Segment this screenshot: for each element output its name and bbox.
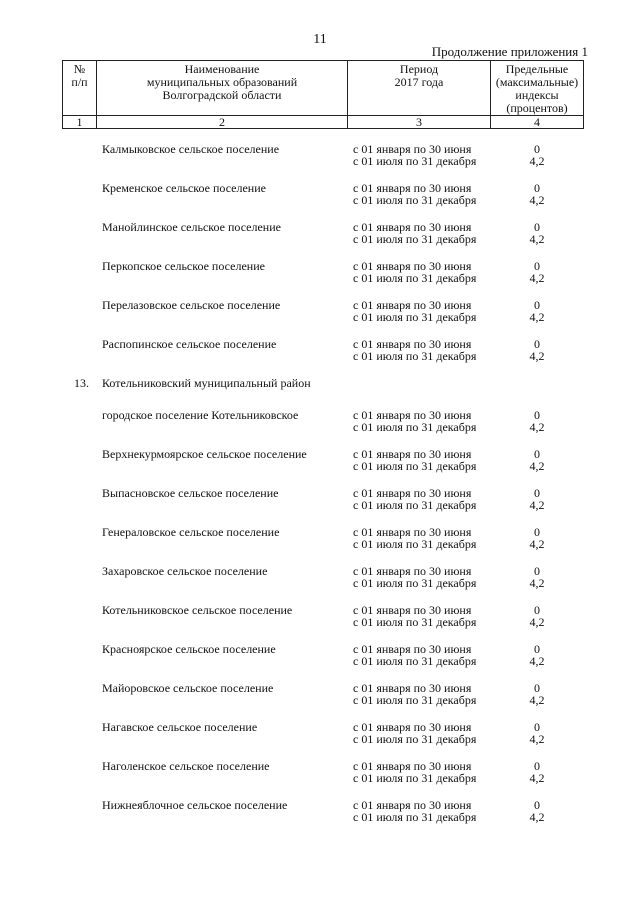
municipality-name: Нижнеяблочное сельское поселение [102,798,288,812]
period-second-half: с 01 июля по 31 декабря [353,615,477,629]
period-second-half: с 01 июля по 31 декабря [353,193,477,207]
index-second-half: 4,2 [529,732,545,746]
period-second-half: с 01 июля по 31 декабря [353,771,477,785]
index-cell [490,604,584,643]
index-first-half: 0 [534,447,540,461]
period-cell [347,565,490,604]
header-name: Наименование муниципальных образований Волгоградской области [96,61,347,115]
period-cell [347,760,490,799]
period-first-half: с 01 января по 30 июня [353,298,472,312]
period-cell [347,221,490,260]
index-first-half: 0 [534,337,540,351]
column-number: 3 [347,116,490,128]
row-number [62,487,96,526]
table-row [62,487,584,526]
table-row [62,409,584,448]
period-cell [347,260,490,299]
period-cell [347,377,490,409]
index-cell [490,799,584,838]
table-row [62,182,584,221]
index-first-half: 0 [534,486,540,500]
index-cell [490,760,584,799]
table-row [62,721,584,760]
period-second-half: с 01 июля по 31 декабря [353,810,477,824]
period-first-half: с 01 января по 30 июня [353,220,472,234]
index-second-half: 4,2 [529,310,545,324]
table-row [62,221,584,260]
index-first-half: 0 [534,525,540,539]
table-row [62,760,584,799]
period-second-half: с 01 июля по 31 декабря [353,349,477,363]
municipality-name: Красноярское сельское поселение [102,642,276,656]
period-cell [347,182,490,221]
period-second-half: с 01 июля по 31 декабря [353,576,477,590]
row-number [62,643,96,682]
district-row [62,377,584,409]
header-period: Период 2017 года [347,61,490,115]
index-first-half: 0 [534,759,540,773]
index-first-half: 0 [534,408,540,422]
column-number: 4 [490,116,584,128]
period-cell [347,487,490,526]
index-first-half: 0 [534,720,540,734]
index-second-half: 4,2 [529,420,545,434]
period-cell [347,448,490,487]
table-row [62,643,584,682]
period-second-half: с 01 июля по 31 декабря [353,732,477,746]
row-number [62,260,96,299]
index-second-half: 4,2 [529,271,545,285]
continuation-label: Продолжение приложения 1 [431,44,588,59]
index-cell [490,338,584,377]
period-cell [347,643,490,682]
index-second-half: 4,2 [529,576,545,590]
municipality-name: Генераловское сельское поселение [102,525,280,539]
index-cell [490,143,584,182]
index-cell [490,409,584,448]
municipality-name: Наголенское сельское поселение [102,759,270,773]
index-cell [490,182,584,221]
index-first-half: 0 [534,259,540,273]
table-row [62,260,584,299]
index-second-half: 4,2 [529,654,545,668]
period-second-half: с 01 июля по 31 декабря [353,154,477,168]
municipality-name: Майоровское сельское поселение [102,681,274,695]
municipality-name: Кременское сельское поселение [102,181,266,195]
period-second-half: с 01 июля по 31 декабря [353,693,477,707]
period-second-half: с 01 июля по 31 декабря [353,654,477,668]
page-number: 11 [313,32,327,47]
index-first-half: 0 [534,798,540,812]
municipality-name: Нагавское сельское поселение [102,720,258,734]
period-cell [347,409,490,448]
municipality-name: Распопинское сельское поселение [102,337,277,351]
index-second-half: 4,2 [529,154,545,168]
table-row [62,448,584,487]
period-first-half: с 01 января по 30 июня [353,681,472,695]
period-first-half: с 01 января по 30 июня [353,447,472,461]
index-second-half: 4,2 [529,615,545,629]
index-cell [490,565,584,604]
index-first-half: 0 [534,603,540,617]
index-first-half: 0 [534,220,540,234]
municipality-name: Перкопское сельское поселение [102,259,265,273]
period-second-half: с 01 июля по 31 декабря [353,537,477,551]
index-second-half: 4,2 [529,537,545,551]
row-number [62,565,96,604]
index-second-half: 4,2 [529,498,545,512]
period-second-half: с 01 июля по 31 декабря [353,232,477,246]
table-row [62,526,584,565]
row-number [62,526,96,565]
period-first-half: с 01 января по 30 июня [353,525,472,539]
period-cell [347,526,490,565]
municipality-name: Манойлинское сельское поселение [102,220,281,234]
index-cell [490,260,584,299]
index-second-half: 4,2 [529,810,545,824]
period-cell [347,299,490,338]
index-first-half: 0 [534,142,540,156]
index-first-half: 0 [534,681,540,695]
period-first-half: с 01 января по 30 июня [353,142,472,156]
period-cell [347,682,490,721]
period-second-half: с 01 июля по 31 декабря [353,498,477,512]
index-second-half: 4,2 [529,459,545,473]
row-number [62,760,96,799]
row-number [62,221,96,260]
row-number [62,338,96,377]
header-number: № п/п [62,61,96,115]
table-body [62,129,584,838]
index-second-half: 4,2 [529,771,545,785]
municipality-name: Котельниковский муниципальный район [102,376,311,390]
period-cell [347,338,490,377]
table-row [62,299,584,338]
column-number: 2 [96,116,347,128]
index-second-half: 4,2 [529,193,545,207]
tariff-table [62,60,584,838]
period-first-half: с 01 января по 30 июня [353,259,472,273]
index-cell [490,682,584,721]
row-number: 13. [74,376,89,390]
column-numbers [62,115,584,129]
municipality-name: Захаровское сельское поселение [102,564,268,578]
period-first-half: с 01 января по 30 июня [353,603,472,617]
index-cell [490,526,584,565]
index-cell [490,221,584,260]
row-number [62,721,96,760]
period-second-half: с 01 июля по 31 декабря [353,271,477,285]
index-first-half: 0 [534,564,540,578]
row-number [62,143,96,182]
row-number [62,604,96,643]
period-first-half: с 01 января по 30 июня [353,798,472,812]
row-number [62,682,96,721]
index-second-half: 4,2 [529,349,545,363]
period-first-half: с 01 января по 30 июня [353,337,472,351]
index-first-half: 0 [534,181,540,195]
period-cell [347,604,490,643]
municipality-name: Котельниковское сельское поселение [102,603,293,617]
period-first-half: с 01 января по 30 июня [353,564,472,578]
period-second-half: с 01 июля по 31 декабря [353,420,477,434]
index-cell [490,299,584,338]
index-cell [490,721,584,760]
index-cell [490,377,584,409]
period-second-half: с 01 июля по 31 декабря [353,310,477,324]
row-number [62,799,96,838]
period-first-half: с 01 января по 30 июня [353,759,472,773]
table-row [62,799,584,838]
index-second-half: 4,2 [529,232,545,246]
index-first-half: 0 [534,298,540,312]
period-cell [347,721,490,760]
period-first-half: с 01 января по 30 июня [353,642,472,656]
period-first-half: с 01 января по 30 июня [353,408,472,422]
table-row [62,682,584,721]
period-cell [347,143,490,182]
row-number [62,409,96,448]
table-row [62,338,584,377]
table-row [62,604,584,643]
municipality-name: Перелазовское сельское поселение [102,298,281,312]
index-cell [490,487,584,526]
column-number: 1 [62,116,96,128]
period-first-half: с 01 января по 30 июня [353,181,472,195]
table-row [62,143,584,182]
table-header [62,60,584,115]
row-number [62,182,96,221]
municipality-name: городское поселение Котельниковское [102,408,299,422]
index-cell [490,643,584,682]
row-number [62,448,96,487]
period-first-half: с 01 января по 30 июня [353,486,472,500]
index-second-half: 4,2 [529,693,545,707]
table-row [62,565,584,604]
municipality-name: Выпасновское сельское поселение [102,486,279,500]
municipality-name: Верхнекурмоярское сельское поселение [102,447,307,461]
index-cell [490,448,584,487]
period-second-half: с 01 июля по 31 декабря [353,459,477,473]
header-index: Предельные (максимальные) индексы (процентов) [490,61,584,115]
row-number [62,299,96,338]
municipality-name: Калмыковское сельское поселение [102,142,280,156]
period-cell [347,799,490,838]
period-first-half: с 01 января по 30 июня [353,720,472,734]
index-first-half: 0 [534,642,540,656]
